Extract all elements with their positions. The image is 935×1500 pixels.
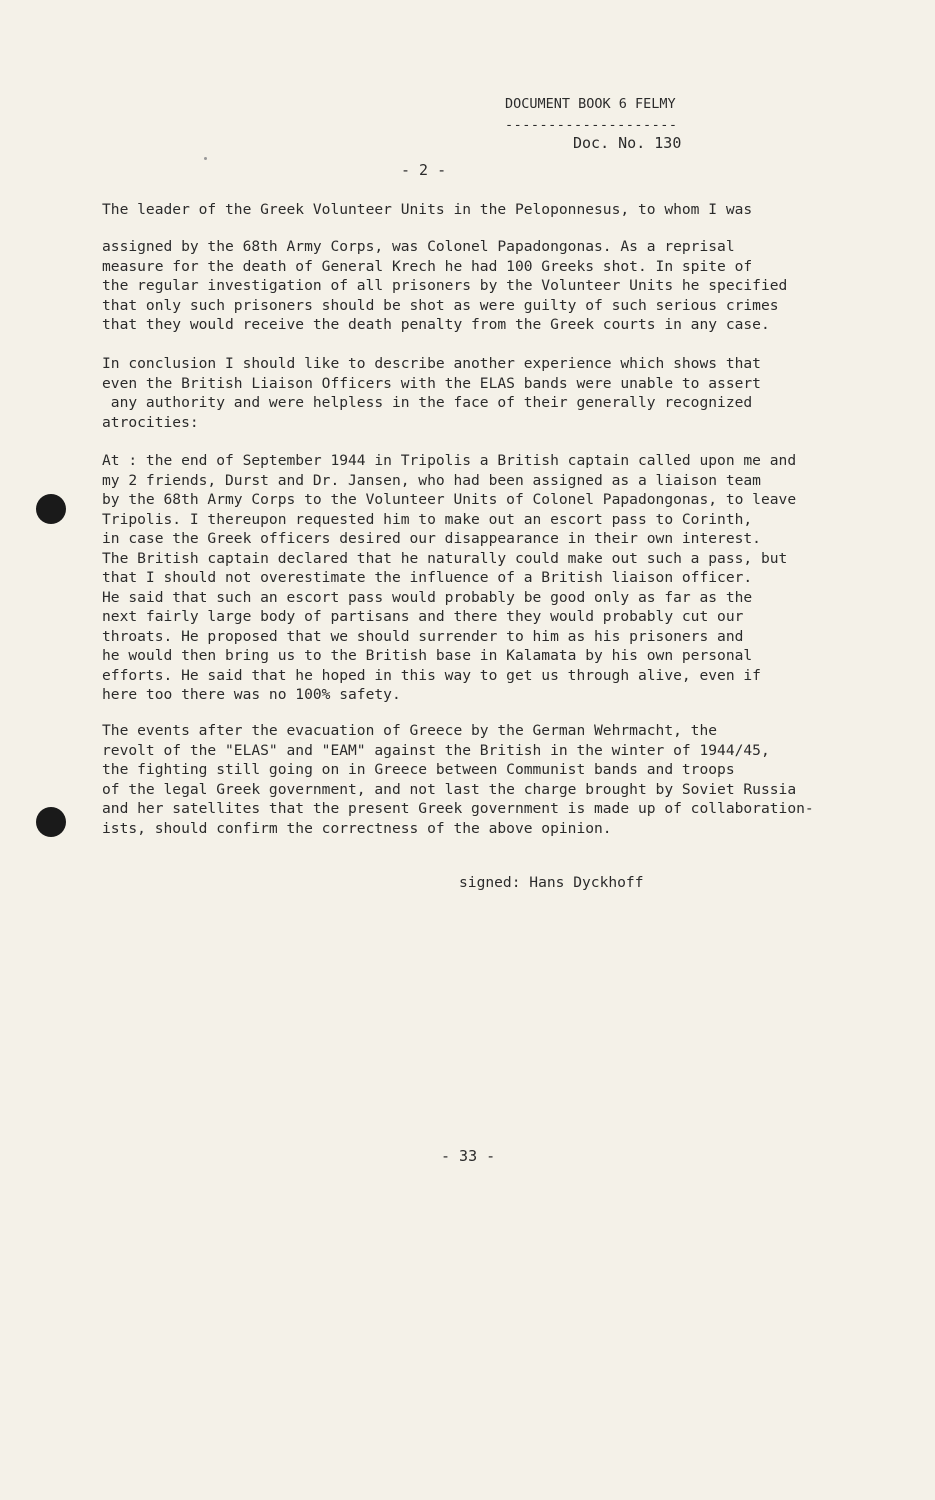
paragraph-reprisal: assigned by the 68th Army Corps, was Colonel Papadongonas. As a reprisal measure for the death of General Krech he had 100 Greeks shot. In spite of the regular investigation of all prisoners by the Volunteer Units he specified that only such prisoners should be shot as were guilty of such serious crimes that they would receive the death penalty from the Greek courts in any case. bbox=[102, 238, 788, 333]
document-number: Doc. No. 130 bbox=[573, 134, 682, 152]
signature-line: signed: Hans Dyckhoff bbox=[459, 874, 644, 891]
paragraph-conclusion: In conclusion I should like to describe another experience which shows that even the British Liaison Officers with the ELAS bands were unable to assert any authority and were helpless in the face of their generally recognized atrocities: bbox=[102, 355, 761, 431]
page-number: - 2 - bbox=[401, 161, 447, 179]
footer-page-number: - 33 - bbox=[441, 1147, 496, 1165]
paper-speck bbox=[204, 157, 207, 160]
paragraph-opening-line: The leader of the Greek Volunteer Units in the Peloponnesus, to whom I was bbox=[102, 201, 753, 218]
document-book-label: DOCUMENT BOOK 6 FELMY bbox=[505, 96, 676, 112]
punch-hole-top bbox=[36, 494, 66, 524]
punch-hole-bottom bbox=[36, 807, 66, 837]
paragraph-tripolis-account: At : the end of September 1944 in Tripolis a British captain called upon me and my 2 friends, Durst and Dr. Jansen, who had been assigned as a liaison team by the 68th Army Corps to the Volunteer Units of Colonel Papadongonas, to leave Tripolis. I thereupon requested him to make out an escort pass to Corinth, in case the Greek officers desired our disappearance in their own interest. The British captain declared that he naturally could make out such a pass, but that I should not overestimate the influence of a British liaison officer. He said that such an escort pass would probably be good only as far as the next fairly large body of partisans and there they would probably cut our throats. He proposed that we should surrender to him as his prisoners and he would then bring us to the British base in Kalamata by his own personal efforts. He said that he hoped in this way to get us through alive, even if here too there was no 100% safety. bbox=[102, 452, 797, 703]
paragraph-events-after-evacuation: The events after the evacuation of Greece by the German Wehrmacht, the revolt of the "ELAS" and "EAM" against the British in the winter of 1944/45, the fighting still going on in Greece between Communist bands and troops of the legal Greek government, and not last the charge brought by Soviet Russia and her satellites that the present Greek government is made up of collaboration- ists, should confirm the correctness of the above opinion. bbox=[102, 722, 814, 837]
header-separator: -------------------- bbox=[505, 117, 678, 133]
